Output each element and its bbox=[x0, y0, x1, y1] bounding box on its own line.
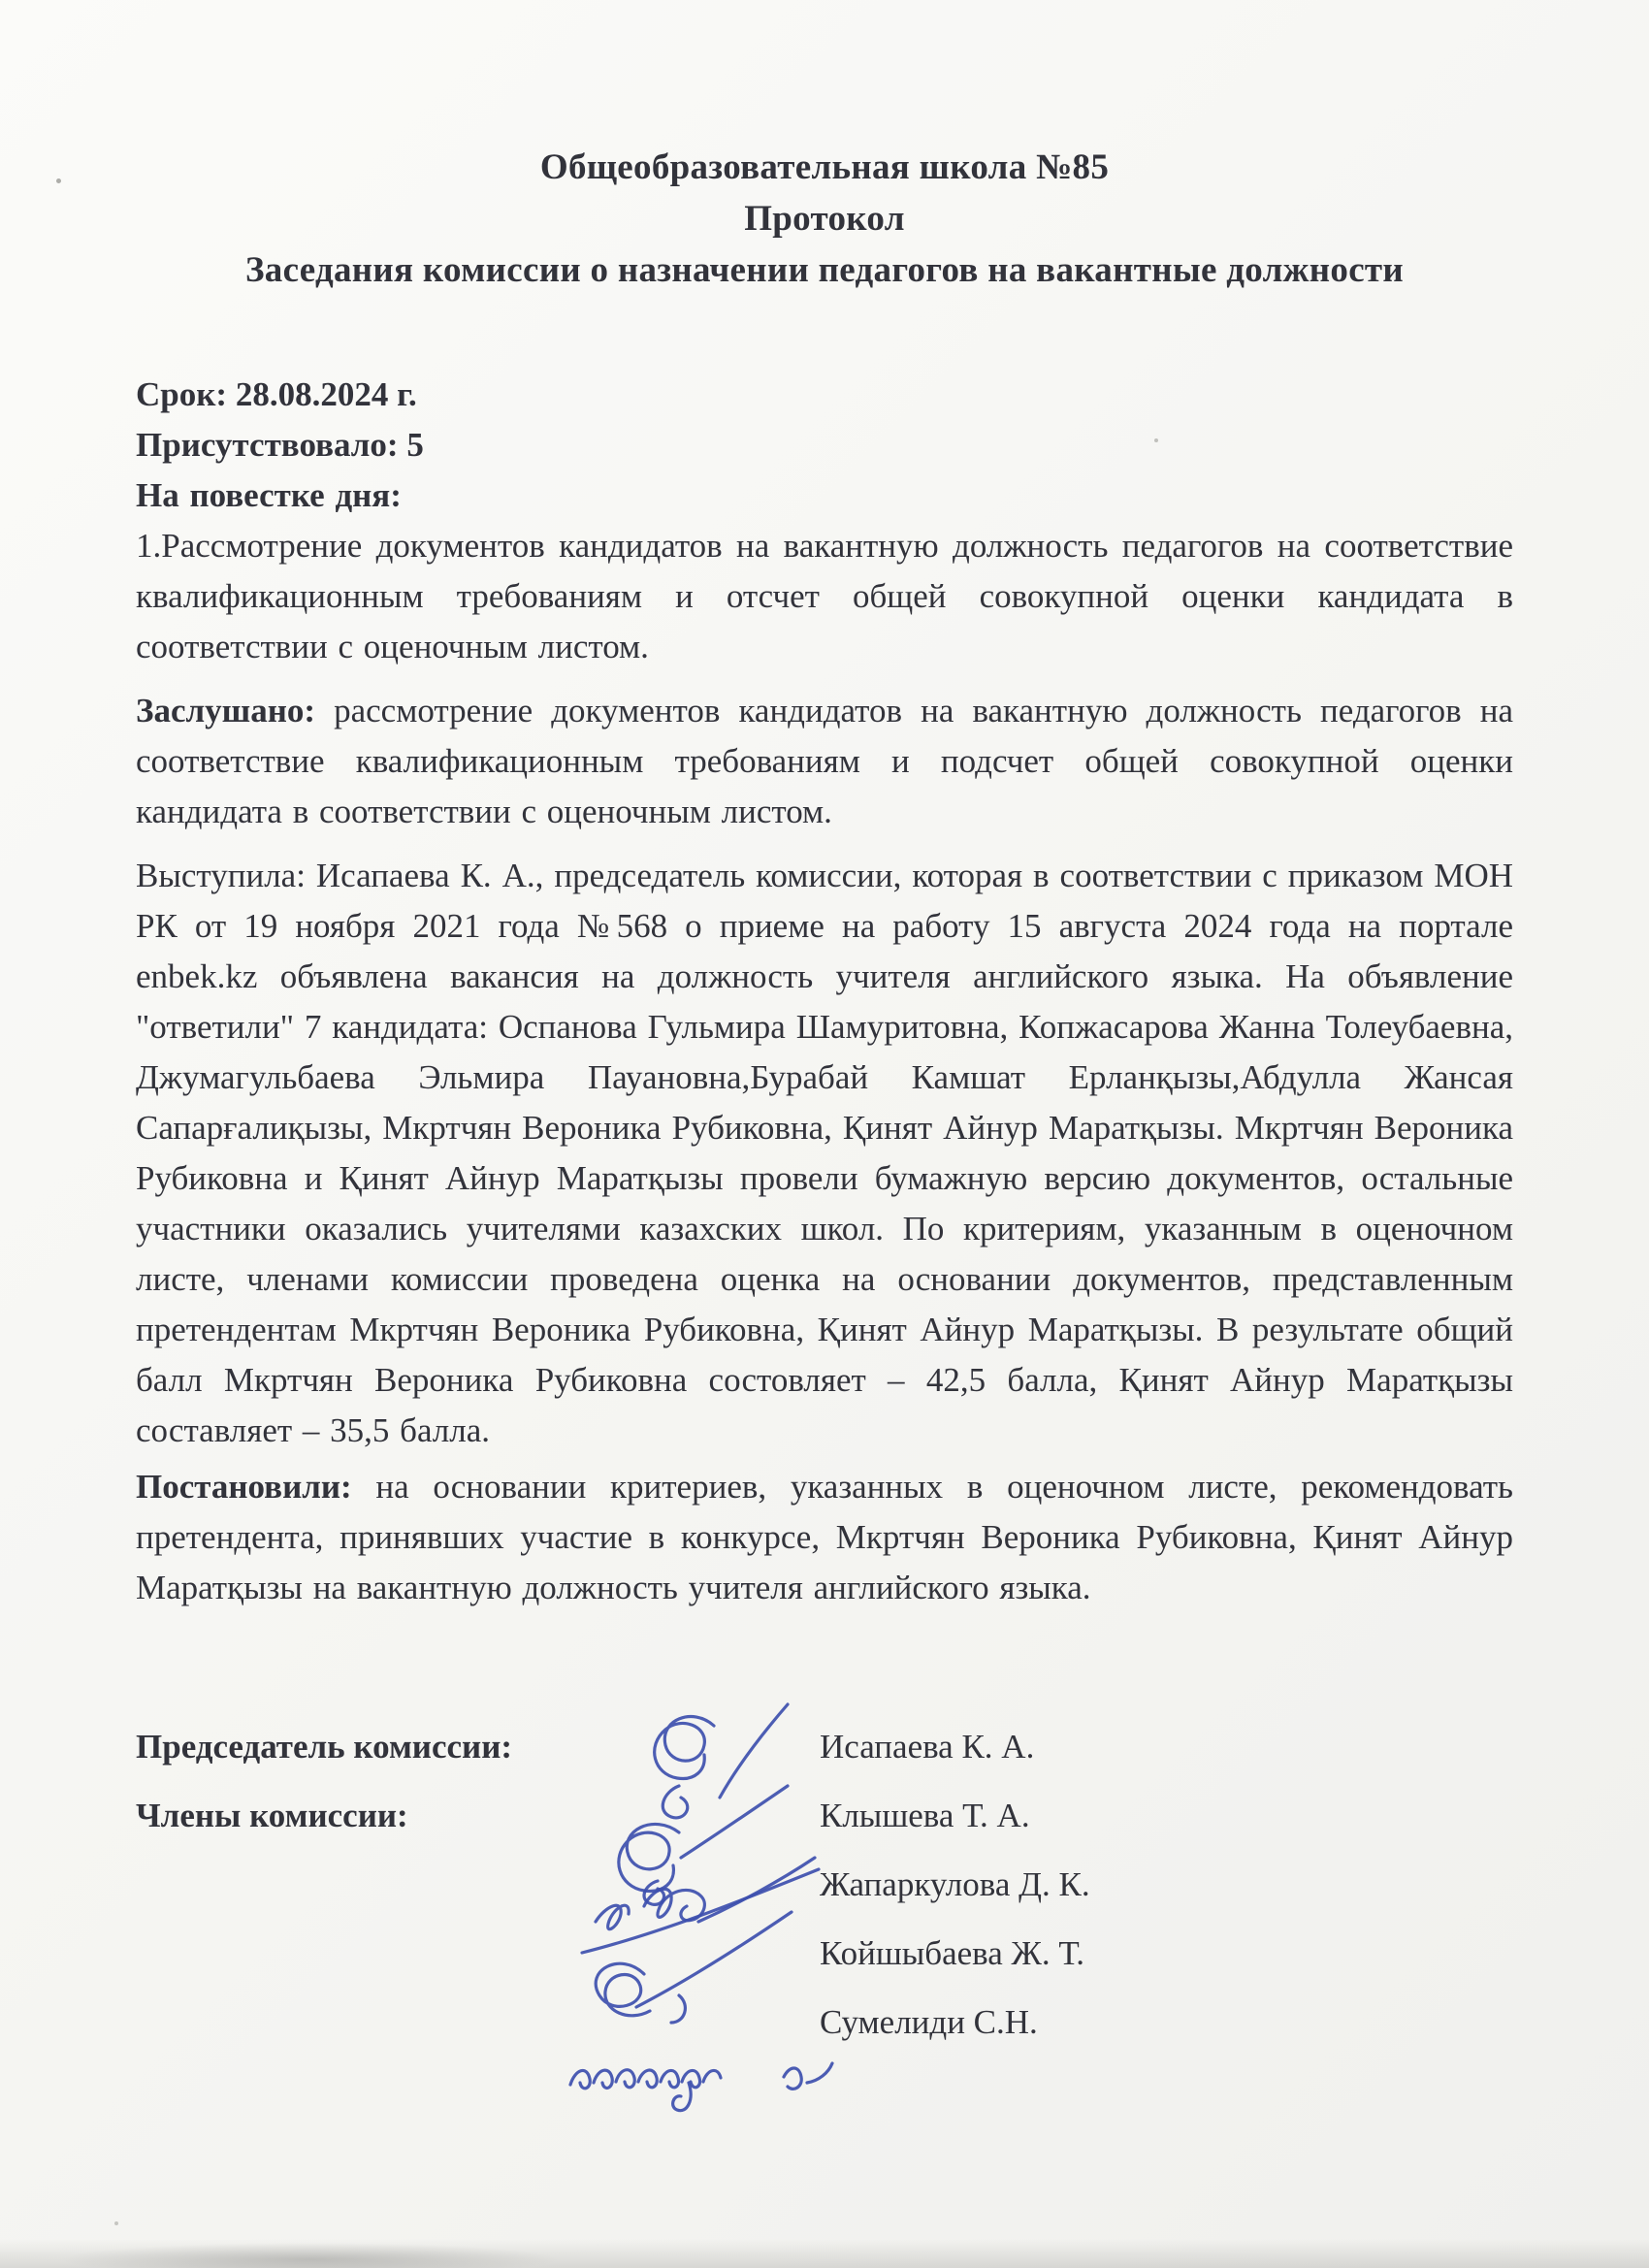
date-label: Срок: bbox=[136, 375, 228, 413]
signer-name-member-2: Жапаркулова Д. К. bbox=[820, 1865, 1090, 1903]
scan-artifact-dot bbox=[1154, 438, 1158, 442]
signature-block bbox=[136, 1722, 1513, 2066]
attendance-value: 5 bbox=[406, 426, 424, 464]
heard-paragraph bbox=[136, 686, 1513, 837]
heard-label: Заслушано: bbox=[136, 692, 316, 729]
resolution-section bbox=[136, 1462, 1513, 1613]
signature-row-member-4 bbox=[136, 1997, 1513, 2066]
chair-label: Председатель комиссии: bbox=[136, 1728, 513, 1766]
school-title: Общеобразовательная школа №85 bbox=[539, 147, 1110, 187]
signature-ink-member-4 bbox=[570, 2063, 832, 2111]
resolution-label: Постановили: bbox=[136, 1468, 352, 1506]
agenda-item: 1.Рассмотрение документов кандидатов на вакантную должность педагогов на соответствие квалификационным требованиям и отсчет общей совокупной оценки кандидата в соответствии с оценочным листом. bbox=[136, 527, 1513, 665]
meeting-meta bbox=[136, 370, 1513, 470]
attendance-label: Присутствовало: bbox=[136, 426, 399, 464]
signature-row-member-3 bbox=[136, 1928, 1513, 1997]
heard-text: рассмотрение документов кандидатов на вакантную должность педагогов на соответствие квалификационным требованиям и подсчет общей совокупной оценки кандидата в соответствии с оценочным листом. bbox=[136, 692, 1514, 830]
speech-section bbox=[136, 851, 1513, 1456]
heard-section bbox=[136, 686, 1513, 837]
signer-name-chair: Исапаева К. А. bbox=[820, 1728, 1035, 1766]
date-value: 28.08.2024 г. bbox=[235, 375, 417, 413]
members-label: Члены комиссии: bbox=[136, 1797, 408, 1834]
document-header bbox=[136, 142, 1513, 296]
signer-name-member-1: Клышева Т. А. bbox=[820, 1797, 1030, 1834]
signer-name-member-3: Койшыбаева Ж. Т. bbox=[820, 1934, 1085, 1972]
resolution-text: на основании критериев, указанных в оценочном листе, рекомендовать претендента, принявших участие в конкурсе, Мкртчян Вероника Рубиковна, Қинят Айнур Маратқызы на вакантную должность учителя английского языка. bbox=[136, 1468, 1514, 1606]
speech-label: Выступила: bbox=[136, 857, 306, 894]
scan-artifact-dot bbox=[56, 178, 61, 183]
signature-row-member-2 bbox=[136, 1860, 1513, 1928]
signature-row-member-1 bbox=[136, 1791, 1513, 1860]
scan-bottom-shadow bbox=[0, 2239, 1649, 2268]
meeting-subject-title: Заседания комиссии о назначении педагогов на вакантные должности bbox=[244, 250, 1405, 290]
signer-name-member-4: Сумелиди С.Н. bbox=[820, 2003, 1038, 2041]
meeting-date-line bbox=[136, 370, 1513, 420]
resolution-paragraph bbox=[136, 1462, 1513, 1613]
signature-row-chair bbox=[136, 1722, 1513, 1791]
scan-artifact-dot bbox=[114, 2221, 118, 2225]
attendance-line bbox=[136, 420, 1513, 470]
agenda-section bbox=[136, 470, 1513, 672]
speech-text: Исапаева К. А., председатель комиссии, которая в соответствии с приказом МОН РК от 19 ноября 2021 года №568 о приеме на работу 15 августа 2024 года на портале enbek.kz объявлена вакансия на должность учителя английского языка. На объявление "ответили" 7 кандидата: Оспанова Гульмира Шамуритовна, Копжасарова Жанна Толеубаевна, Джумагульбаева Эльмира Пауановна,Бурабай Камшат Ерланқызы,Абдулла Жансая Сапарғалиқызы, Мкртчян Вероника Рубиковна, Қинят Айнур Маратқызы. Мкртчян Вероника Рубиковна и Қинят Айнур Маратқызы провели бумажную версию документов, остальные участники оказались учителями казахских школ. По критериям, указанным в оценочном листе, членами комиссии проведена оценка на основании документов, представленным претендентам Мкртчян Вероника Рубиковна, Қинят Айнур Маратқызы. В результате общий балл Мкртчян Вероника Рубиковна состовляет – 42,5 балла, Қинят Айнур Маратқызы составляет – 35,5 балла. bbox=[136, 857, 1513, 1449]
agenda-heading: На повестке дня: bbox=[136, 476, 402, 514]
document-type-title: Протокол bbox=[744, 199, 905, 239]
speech-paragraph bbox=[136, 851, 1513, 1456]
